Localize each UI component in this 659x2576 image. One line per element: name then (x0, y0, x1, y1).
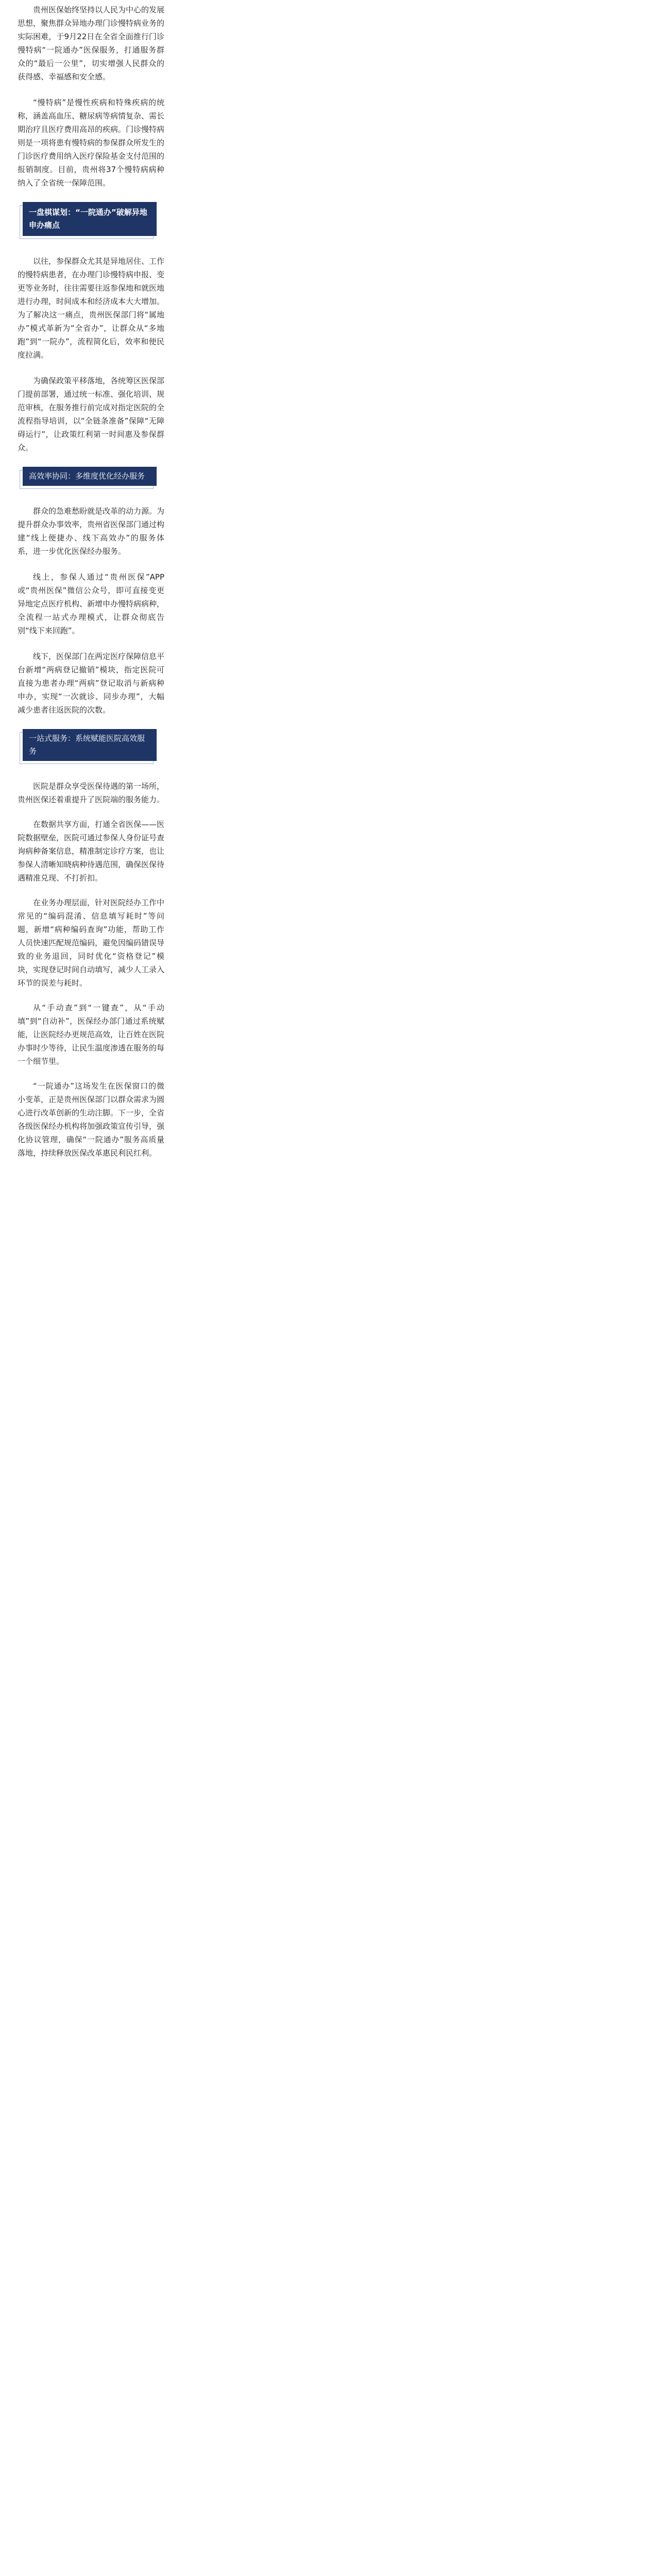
section3-paragraph-5: “一院通办”这场发生在医保窗口的微小变革，正是贵州医保部门以群众需求为圆心进行改革创新的生动注脚。下一步，全省各级医保经办机构将加强政策宣传引导，强化协议管理，确保“一院通办”服务高质量落地，持续释放医保改革惠民利民红利。 (18, 1081, 165, 1158)
section-heading-2-text: 高效率协同：多维度优化经办服务 (23, 467, 157, 486)
section2-paragraph-2: 线上，参保人通过“贵州医保”APP或“贵州医保”微信公众号，即可直接变更异地定点医疗机构、新增申办慢特病病种，全流程一站式办理模式，让群众彻底告别“线下来回跑”。 (18, 572, 165, 635)
section3-paragraph-4: 从“手动查”到“一键查”，从“手动填”到“自动补”，医保经办部门通过系统赋能，让医院经办更规范高效，让百姓在医院办事时少等待，让民生温度渗透在服务的每一个细节里。 (18, 1003, 165, 1066)
section3-paragraph-3: 在业务办理层面，针对医院经办工作中常见的“编码混淆、信息填写耗时”等问题，新增“病种编码查询”功能，帮助工作人员快速匹配规范编码，避免因编码错误导致的业务退回，同时优化“资格登记”模块，实现登记时间自动填写，减少人工录入环节的误差与耗时。 (18, 898, 165, 988)
section3-paragraph-2: 在数据共享方面，打通全省医保——医院数据壁垒，医院可通过参保人身份证号查询病种备案信息，精准制定诊疗方案，也让参保人清晰知晓病种待遇范围，确保医保待遇精准兑现、不打折扣。 (18, 820, 165, 883)
section1-paragraph-2: 为确保政策平移落地，各统筹区医保部门提前部署，通过统一标准、强化培训、规范审核，在服务推行前完成对指定医院的全流程指导培训，以“全链条准备”保障“无障碍运行”，让政策红利第一时间惠及参保群众。 (18, 376, 165, 452)
section-heading-3 (23, 729, 157, 761)
section2-paragraph-3: 线下，医保部门在两定医疗保障信息平台新增“两病登记撤销”模块，指定医院可直接为患者办理“两病”登记取消与新病种申办，实现“一次就诊、同步办理”，大幅减少患者往返医院的次数。 (18, 652, 165, 715)
intro-paragraph-2: “慢特病”是慢性疾病和特殊疾病的统称，涵盖高血压、糖尿病等病情复杂、需长期治疗且医疗费用高昂的疾病。门诊慢特病则是一项将患有慢特病的参保群众所发生的门诊医疗费用纳入医疗保险基金支付范围的报销制度。目前，贵州将37个慢特病病种纳入了全省统一保障范围。 (18, 98, 165, 188)
section2-paragraph-1: 群众的急难愁盼就是改革的动力源。为提升群众办事效率，贵州省医保部门通过构建“线上便捷办、线下高效办”的服务体系，进一步优化医保经办服务。 (18, 506, 165, 556)
section-heading-1-text: 一盘棋谋划：“一院通办”破解异地申办痛点 (23, 202, 157, 236)
section-heading-1 (23, 202, 157, 236)
section-heading-2 (23, 467, 157, 486)
section1-paragraph-1: 以往，参保群众尤其是异地居住、工作的慢特病患者，在办理门诊慢特病申报、变更等业务时，往往需要往返参保地和就医地进行办理，时间成本和经济成本大大增加。为了解决这一痛点，贵州医保部门将“属地办”模式革新为“全省办”，让群众从“多地跑”到“一院办”，流程简化后，效率和便民度拉满。 (18, 257, 165, 360)
section3-paragraph-1: 医院是群众享受医保待遇的第一场所，贵州医保还着重提升了医院端的服务能力。 (18, 782, 165, 804)
article (0, 0, 659, 1158)
intro-paragraph-1: 贵州医保始终坚持以人民为中心的发展思想，聚焦群众异地办理门诊慢特病业务的实际困难，于9月22日在全省全面推行门诊慢特病“一院通办”医保服务，打通服务群众的“最后一公里”，切实增强人民群众的获得感、幸福感和安全感。 (18, 5, 165, 81)
section-heading-3-text: 一站式服务：系统赋能医院高效服务 (23, 729, 157, 761)
